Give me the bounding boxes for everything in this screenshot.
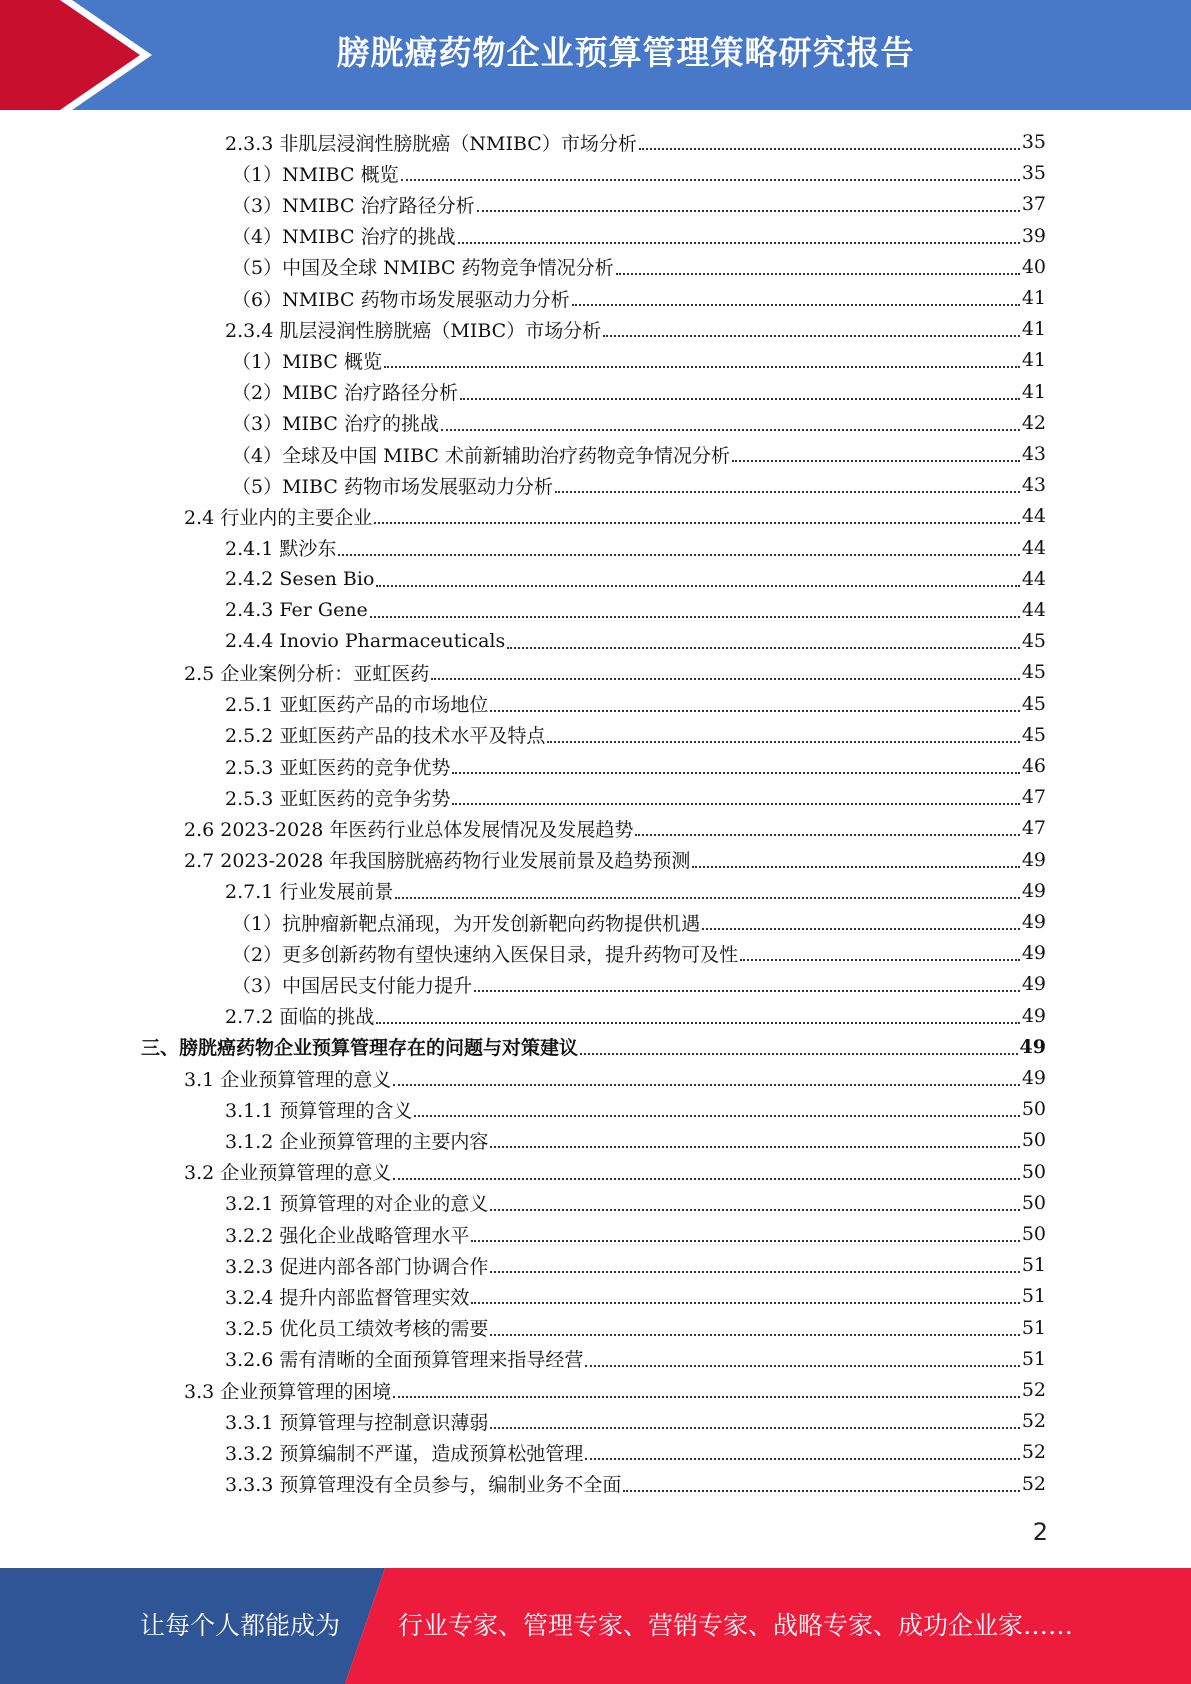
toc-entry-page: 41 — [1021, 318, 1046, 341]
toc-entry-page: 49 — [1021, 848, 1046, 871]
toc-dot-leader — [374, 522, 1020, 524]
toc-entry-label: 3.3 企业预算管理的困境 — [184, 1380, 392, 1403]
toc-entry-page: 49 — [1021, 973, 1046, 996]
toc-entry[interactable] — [225, 1313, 1046, 1343]
toc-entry[interactable] — [225, 626, 1046, 656]
toc-entry-label: （2）MIBC 治疗路径分析 — [232, 382, 458, 405]
toc-dot-leader — [393, 1084, 1020, 1086]
toc-dot-leader — [477, 210, 1020, 212]
toc-entry-label: （4）全球及中国 MIBC 术前新辅助治疗药物竞争情况分析 — [232, 444, 730, 467]
toc-entry-page: 45 — [1021, 692, 1046, 715]
toc-entry-page: 35 — [1021, 162, 1046, 185]
toc-dot-leader — [507, 647, 1020, 649]
toc-entry-page: 44 — [1021, 536, 1046, 559]
toc-entry-label: 2.4.3 Fer Gene — [225, 599, 368, 621]
toc-entry-label: 2.5 企业案例分析：亚虹医药 — [184, 662, 430, 685]
toc-entry[interactable] — [232, 158, 1046, 188]
toc-dot-leader — [401, 179, 1020, 181]
toc-entry-page: 45 — [1021, 661, 1046, 684]
toc-entry-label: 3.1 企业预算管理的意义 — [184, 1068, 392, 1091]
toc-dot-leader — [460, 398, 1020, 400]
toc-entry-label: （3）NMIBC 治疗路径分析 — [232, 194, 475, 217]
toc-entry-page: 49 — [1021, 1067, 1046, 1089]
toc-entry[interactable] — [232, 470, 1046, 500]
toc-entry-label: 3.1.1 预算管理的含义 — [225, 1099, 413, 1122]
toc-entry-label: （3）中国居民支付能力提升 — [232, 974, 473, 997]
toc-entry[interactable] — [225, 314, 1046, 344]
toc-entry[interactable] — [225, 1094, 1046, 1124]
toc-entry-label: 2.7.2 面临的挑战 — [225, 1006, 375, 1029]
toc-dot-leader — [740, 959, 1020, 961]
toc-entry-label: （2）更多创新药物有望快速纳入医保目录，提升药物可及性 — [232, 943, 739, 966]
toc-entry-page: 45 — [1021, 723, 1046, 746]
toc-entry[interactable] — [232, 221, 1046, 251]
toc-entry[interactable] — [225, 1001, 1046, 1031]
toc-entry-label: （3）MIBC 治疗的挑战 — [232, 413, 439, 436]
toc-entry[interactable] — [232, 907, 1046, 937]
toc-entry-label: 2.4.1 默沙东 — [225, 538, 337, 561]
toc-entry-label: （4）NMIBC 治疗的挑战 — [232, 226, 456, 249]
toc-entry[interactable] — [184, 1157, 1046, 1187]
toc-dot-leader — [458, 242, 1020, 244]
toc-dot-leader — [452, 803, 1019, 805]
toc-entry[interactable] — [225, 720, 1046, 750]
toc-dot-leader — [547, 741, 1019, 743]
toc-entry-label: 三、膀胱癌药物企业预算管理存在的问题与对策建议 — [141, 1037, 579, 1060]
toc-entry[interactable] — [184, 1063, 1046, 1093]
toc-dot-leader — [623, 1490, 1019, 1492]
toc-dot-leader — [393, 1396, 1020, 1398]
toc-entry[interactable] — [225, 1437, 1046, 1467]
toc-dot-leader — [393, 1178, 1020, 1180]
toc-entry-page: 41 — [1021, 287, 1046, 309]
page-footer — [0, 1568, 1191, 1684]
toc-dot-leader — [702, 928, 1020, 930]
toc-dot-leader — [384, 366, 1020, 368]
toc-entry-page: 51 — [1021, 1285, 1046, 1308]
toc-entry-label: 3.2.5 优化员工绩效考核的需要 — [225, 1318, 489, 1341]
toc-dot-leader — [490, 1271, 1019, 1273]
toc-entry-page: 50 — [1021, 1191, 1046, 1214]
toc-entry-label: 2.6 2023-2028 年医药行业总体发展情况及发展趋势 — [184, 818, 634, 841]
toc-dot-leader — [603, 335, 1020, 337]
toc-entry-page: 44 — [1021, 567, 1046, 590]
toc-entry[interactable] — [232, 969, 1046, 999]
toc-entry-page: 40 — [1021, 255, 1046, 278]
toc-entry-page: 41 — [1021, 380, 1046, 403]
toc-entry-label: 3.2.3 促进内部各部门协调合作 — [225, 1255, 489, 1278]
toc-dot-leader — [338, 554, 1019, 556]
toc-entry[interactable] — [225, 127, 1046, 157]
report-title: 膀胱癌药物企业预算管理策略研究报告 — [336, 33, 915, 72]
toc-dot-leader — [376, 585, 1019, 587]
toc-entry[interactable] — [232, 408, 1046, 438]
toc-entry-label: 2.4.2 Sesen Bio — [225, 567, 375, 590]
toc-entry-label: （1）MIBC 概览 — [232, 350, 382, 373]
toc-entry[interactable] — [225, 1250, 1046, 1280]
toc-entry[interactable] — [232, 189, 1046, 219]
toc-entry[interactable] — [184, 501, 1046, 531]
toc-entry-label: （5）中国及全球 NMIBC 药物竞争情况分析 — [232, 257, 614, 280]
toc-dot-leader — [585, 1458, 1019, 1460]
toc-dot-leader — [580, 1053, 1018, 1055]
toc-entry-label: 2.4.4 Inovio Pharmaceuticals — [225, 630, 506, 653]
toc-entry[interactable] — [225, 751, 1046, 781]
toc-entry[interactable] — [232, 345, 1046, 375]
toc-entry-page: 51 — [1021, 1347, 1046, 1370]
toc-dot-leader — [414, 1115, 1019, 1117]
toc-dot-leader — [490, 1334, 1019, 1336]
toc-entry[interactable] — [225, 595, 1046, 625]
toc-entry[interactable] — [225, 1188, 1046, 1218]
toc-entry-page: 50 — [1021, 1129, 1046, 1152]
toc-entry-page: 46 — [1021, 755, 1046, 777]
toc-entry-page: 49 — [1021, 1004, 1046, 1027]
toc-dot-leader — [395, 897, 1019, 899]
toc-entry-label: 2.4 行业内的主要企业 — [184, 506, 373, 529]
toc-entry[interactable] — [225, 782, 1046, 812]
toc-entry-label: 2.3.3 非肌层浸润性膀胱癌（NMIBC）市场分析 — [225, 132, 637, 155]
toc-entry-label: （6）NMIBC 药物市场发展驱动力分析 — [232, 288, 570, 311]
toc-entry[interactable] — [225, 1344, 1046, 1374]
toc-dot-leader — [616, 273, 1020, 275]
toc-dot-leader — [370, 616, 1020, 618]
page-header — [0, 0, 1191, 110]
toc-entry-label: 2.5.3 亚虹医药的竞争优势 — [225, 756, 451, 779]
footer-slogan-left: 让每个人都能成为 — [140, 1611, 341, 1640]
toc-dot-leader — [431, 678, 1020, 680]
toc-dot-leader — [441, 429, 1020, 431]
toc-entry[interactable] — [225, 689, 1046, 719]
toc-entry-page: 51 — [1021, 1254, 1046, 1277]
toc-dot-leader — [471, 1302, 1019, 1304]
toc-dot-leader — [490, 1427, 1019, 1429]
toc-dot-leader — [692, 866, 1019, 868]
toc-entry-label: 3.2.2 强化企业战略管理水平 — [225, 1224, 470, 1247]
toc-entry-label: 3.3.2 预算编制不严谨，造成预算松弛管理 — [225, 1442, 584, 1465]
toc-entry-label: 2.7 2023-2028 年我国膀胱癌药物行业发展前景及趋势预测 — [184, 850, 691, 873]
toc-entry-page: 50 — [1021, 1160, 1046, 1183]
toc-entry-label: 3.1.2 企业预算管理的主要内容 — [225, 1130, 489, 1153]
toc-entry-label: 3.2.1 预算管理的对企业的意义 — [225, 1193, 489, 1216]
toc-dot-leader — [635, 834, 1019, 836]
toc-entry-page: 52 — [1021, 1410, 1046, 1433]
toc-entry[interactable] — [141, 1032, 1046, 1062]
toc-entry-label: 2.5.1 亚虹医药产品的市场地位 — [225, 694, 489, 717]
toc-entry[interactable] — [232, 377, 1046, 407]
toc-entry-label: 2.7.1 行业发展前景 — [225, 881, 394, 904]
toc-entry[interactable] — [225, 533, 1046, 563]
toc-dot-leader — [555, 491, 1020, 493]
toc-entry[interactable] — [225, 1469, 1046, 1499]
toc-entry[interactable] — [184, 845, 1046, 875]
toc-dot-leader — [585, 1365, 1019, 1367]
toc-entry-page: 52 — [1021, 1379, 1046, 1401]
toc-entry[interactable] — [184, 657, 1046, 687]
toc-entry[interactable] — [225, 564, 1046, 594]
toc-dot-leader — [732, 460, 1020, 462]
toc-entry-page: 44 — [1021, 599, 1046, 621]
toc-entry-page: 50 — [1021, 1223, 1046, 1245]
toc-entry[interactable] — [232, 938, 1046, 968]
toc-entry-page: 41 — [1021, 349, 1046, 372]
toc-entry-page: 45 — [1021, 630, 1046, 653]
toc-entry-label: （1）NMIBC 概览 — [232, 163, 399, 186]
toc-dot-leader — [376, 1022, 1019, 1024]
toc-entry-page: 52 — [1021, 1441, 1046, 1464]
toc-entry-label: 3.2.4 提升内部监督管理实效 — [225, 1286, 470, 1309]
toc-entry-page: 51 — [1021, 1316, 1046, 1339]
toc-entry-label: 3.3.1 预算管理与控制意识薄弱 — [225, 1411, 489, 1434]
toc-entry-page: 52 — [1021, 1472, 1046, 1495]
toc-entry-page: 49 — [1021, 911, 1046, 933]
toc-dot-leader — [490, 710, 1019, 712]
toc-entry[interactable] — [184, 813, 1046, 843]
toc-dot-leader — [471, 1240, 1019, 1242]
toc-entry-label: （5）MIBC 药物市场发展驱动力分析 — [232, 475, 553, 498]
toc-entry[interactable] — [232, 283, 1046, 313]
toc-entry-label: 2.5.3 亚虹医药的竞争劣势 — [225, 787, 451, 810]
toc-entry-label: 3.2.6 需有清晰的全面预算管理来指导经营 — [225, 1349, 584, 1372]
toc-entry-label: 2.3.4 肌层浸润性膀胱癌（MIBC）市场分析 — [225, 319, 602, 342]
toc-dot-leader — [572, 304, 1020, 306]
toc-entry-label: 3.3.3 预算管理没有全员参与，编制业务不全面 — [225, 1474, 622, 1497]
toc-dot-leader — [639, 148, 1020, 150]
toc-dot-leader — [474, 990, 1020, 992]
toc-entry[interactable] — [225, 876, 1046, 906]
toc-entry-label: 2.5.2 亚虹医药产品的技术水平及特点 — [225, 725, 546, 748]
toc-dot-leader — [452, 772, 1019, 774]
toc-entry-page: 37 — [1021, 193, 1046, 216]
toc-entry-label: 3.2 企业预算管理的意义 — [184, 1162, 392, 1185]
toc-entry-page: 35 — [1021, 131, 1046, 153]
toc-entry[interactable] — [232, 439, 1046, 469]
toc-entry[interactable] — [232, 252, 1046, 282]
page-number: 2 — [1032, 1518, 1048, 1546]
toc-entry-page: 49 — [1021, 879, 1046, 902]
toc-dot-leader — [490, 1146, 1019, 1148]
toc-entry[interactable] — [225, 1125, 1046, 1155]
toc-entry[interactable] — [225, 1406, 1046, 1436]
toc-entry[interactable] — [225, 1281, 1046, 1311]
toc-entry-page: 39 — [1021, 224, 1046, 247]
toc-entry-page: 49 — [1019, 1035, 1046, 1058]
toc-entry-page: 47 — [1021, 817, 1046, 840]
toc-entry-label: （1）抗肿瘤新靶点涌现，为开发创新靶向药物提供机遇 — [232, 912, 701, 935]
toc-entry-page: 50 — [1021, 1098, 1046, 1121]
toc-entry-page: 43 — [1021, 474, 1046, 497]
toc-entry-page: 49 — [1021, 942, 1046, 965]
toc-entry-page: 42 — [1021, 411, 1046, 434]
toc-entry-page: 43 — [1021, 443, 1046, 465]
toc-entry[interactable] — [184, 1375, 1046, 1405]
toc-entry[interactable] — [225, 1219, 1046, 1249]
toc-dot-leader — [490, 1209, 1019, 1211]
toc-entry-page: 47 — [1021, 786, 1046, 809]
footer-slogan-right: 行业专家、管理专家、营销专家、战略专家、成功企业家…… — [398, 1611, 1074, 1640]
toc-entry-page: 44 — [1021, 505, 1046, 528]
